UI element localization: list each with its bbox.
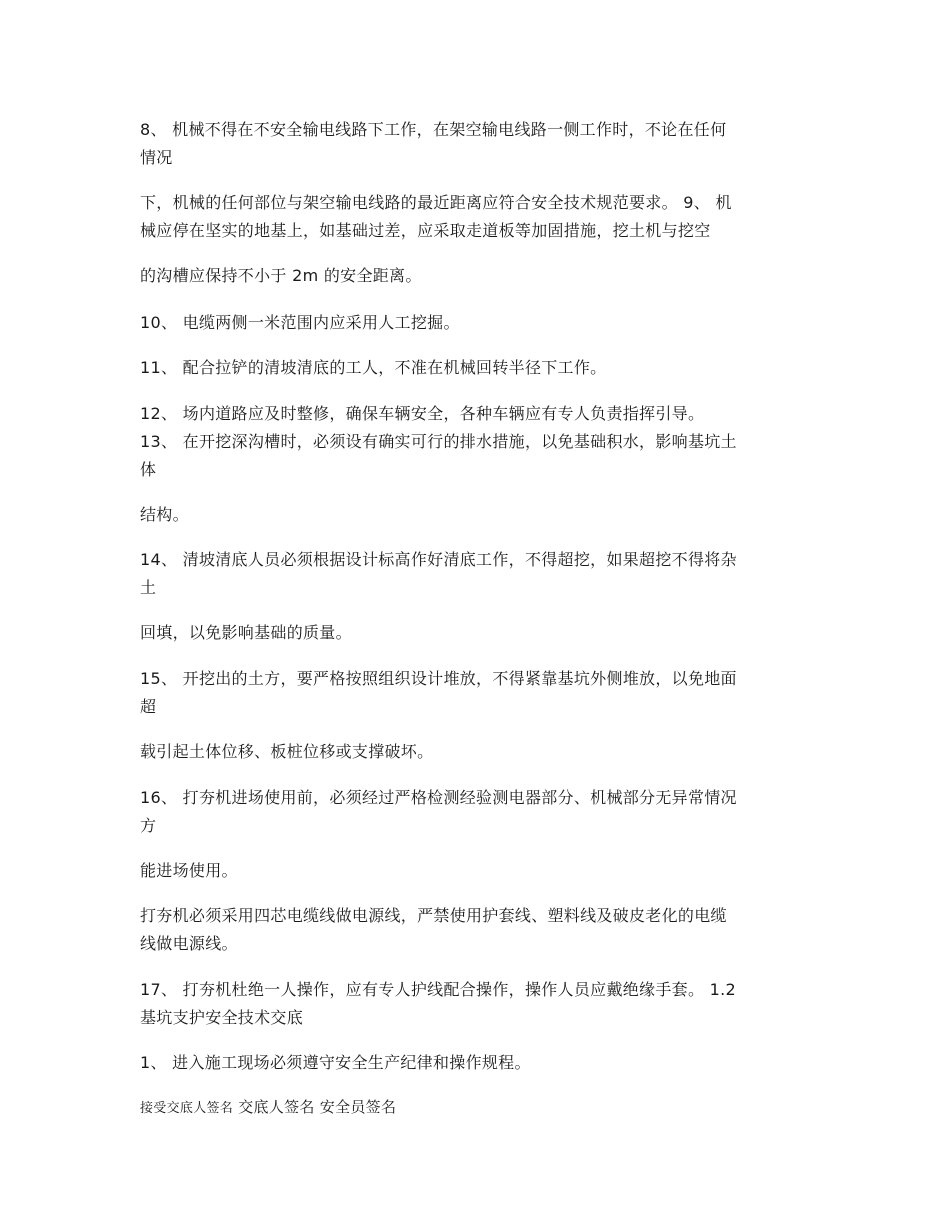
text-line: 下，机械的任何部位与架空输电线路的最近距离应符合安全技术规范要求。 9、 机 — [140, 193, 732, 212]
text-line: 10、 电缆两侧一米范围内应采用人工挖掘。 — [140, 313, 460, 332]
text-line: 基坑支护安全技术交底 — [140, 1008, 304, 1027]
text-line: 11、 配合拉铲的清坡清底的工人，不准在机械回转半径下工作。 — [140, 358, 607, 377]
text-line: 线做电源线。 — [140, 934, 238, 953]
safety-officer-signature-label: 安全员签名 — [319, 1098, 397, 1116]
text-line: 17、 打夯机杜绝一人操作，应有专人护线配合操作，操作人员应戴绝缘手套。 1.2 — [140, 980, 736, 999]
text-line: 12、 场内道路应及时整修，确保车辆安全，各种车辆应有专人负责指挥引导。 — [140, 404, 705, 423]
text-line: 土 — [140, 578, 157, 597]
text-line: 打夯机必须采用四芯电缆线做电源线，严禁使用护套线、塑料线及破皮老化的电缆 — [140, 906, 727, 925]
text-line: 超 — [140, 697, 157, 716]
text-line: 能进场使用。 — [140, 861, 238, 880]
signature-line — [140, 1097, 396, 1119]
receiver-signature-label: 接受交底人签名 — [140, 1101, 234, 1116]
text-line: 13、 在开挖深沟槽时，必须设有确实可行的排水措施，以免基础积水，影响基坑土 — [140, 432, 737, 451]
text-line: 载引起土体位移、板桩位移或支撑破坏。 — [140, 742, 434, 761]
text-line: 16、 打夯机进场使用前，必须经过严格检测经验测电器部分、机械部分无异常情况 — [140, 788, 737, 807]
giver-signature-label: 交底人签名 — [238, 1098, 315, 1116]
text-line: 15、 开挖出的土方，要严格按照组织设计堆放，不得紧靠基坑外侧堆放，以免地面 — [140, 669, 737, 688]
text-line: 14、 清坡清底人员必须根据设计标高作好清底工作，不得超挖，如果超挖不得将杂 — [140, 550, 737, 569]
text-line: 械应停在坚实的地基上，如基础过差，应采取走道板等加固措施，挖土机与挖空 — [140, 221, 711, 240]
text-line: 8、 机械不得在不安全输电线路下工作，在架空输电线路一侧工作时，不论在任何 — [140, 120, 727, 139]
text-line: 方 — [140, 816, 157, 835]
text-line: 回填，以免影响基础的质量。 — [140, 623, 352, 642]
text-line: 的沟槽应保持不小于 2m 的安全距离。 — [140, 266, 422, 285]
text-line: 结构。 — [140, 505, 189, 524]
text-line: 情况 — [140, 148, 173, 167]
text-line: 1、 进入施工现场必须遵守安全生产纪律和操作规程。 — [140, 1053, 531, 1072]
text-line: 体 — [140, 460, 157, 479]
